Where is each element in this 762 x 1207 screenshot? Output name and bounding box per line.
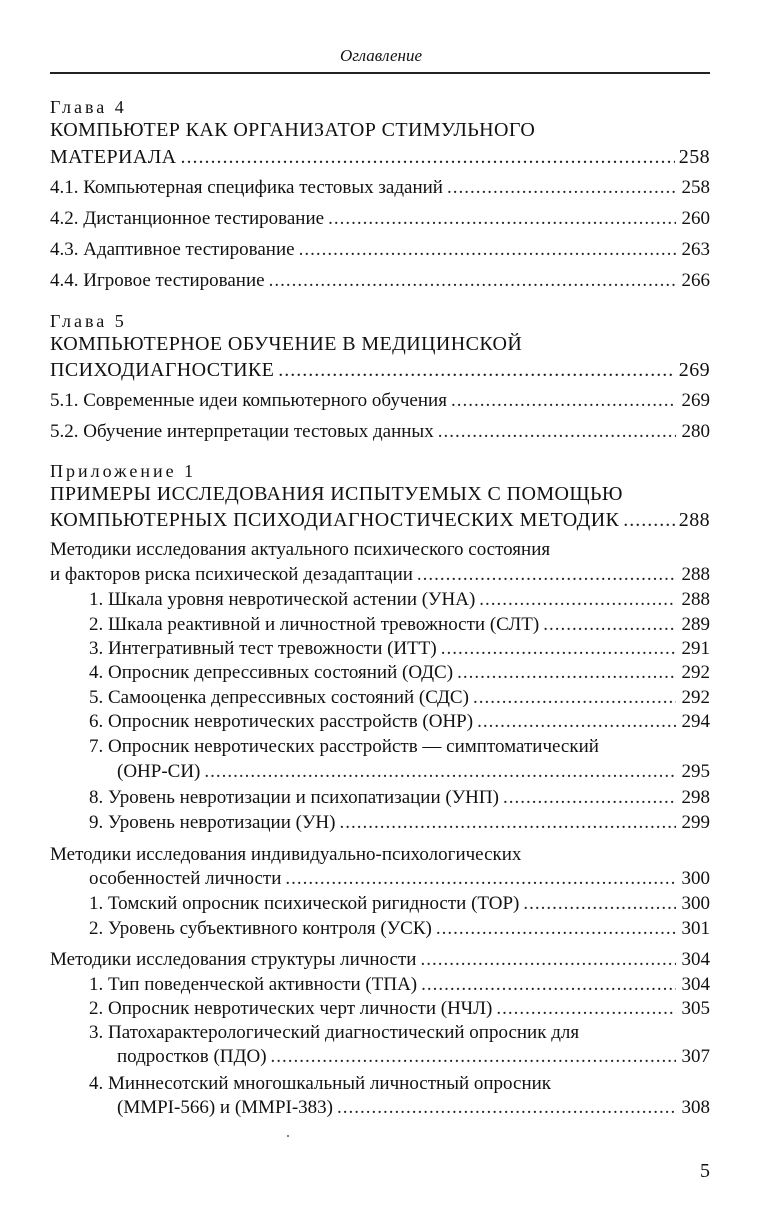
toc-entry-title: 5. Самооценка депрессивных состояний (СДС) [89, 687, 469, 708]
toc-entry-title: МАТЕРИАЛА [50, 146, 177, 168]
toc-entry-page: 292 [681, 662, 710, 683]
toc-entry [89, 867, 710, 891]
dot-leader [543, 613, 676, 637]
dot-leader [451, 389, 676, 413]
toc-entry-title: 1. Тип поведенческой активности (ТПА) [89, 974, 418, 995]
toc-entry-page: 289 [681, 614, 710, 635]
toc-entry-page: 258 [681, 177, 710, 198]
toc-entry [50, 332, 522, 356]
toc-entry-title: 5.1. Современные идеи компьютерного обучения [50, 390, 447, 411]
toc-entry [89, 1021, 579, 1045]
dot-leader [337, 1096, 676, 1120]
toc-entry-title: КОМПЬЮТЕРНЫХ ПСИХОДИАГНОСТИЧЕСКИХ МЕТОДИК [50, 509, 620, 531]
toc-entry [89, 917, 710, 941]
toc-entry-page: 260 [681, 208, 710, 229]
dot-leader [496, 997, 676, 1021]
dot-leader [278, 358, 675, 382]
toc-entry [50, 238, 710, 262]
toc-entry [50, 95, 127, 119]
dot-leader [623, 508, 675, 532]
toc-entry [50, 420, 710, 444]
toc-entry-page: 269 [678, 359, 710, 381]
dot-leader [447, 176, 676, 200]
dot-leader [479, 588, 676, 612]
toc-entry [50, 207, 710, 231]
toc-entry-page: 263 [681, 239, 710, 260]
toc-entry [50, 843, 521, 867]
toc-entry-title: (MMPI-566) и (MMPI-383) [117, 1097, 333, 1118]
toc-entry-page: 266 [681, 270, 710, 291]
toc-entry-title: 9. Уровень невротизации (УН) [89, 812, 336, 833]
dot-leader [421, 973, 676, 997]
dot-leader [441, 637, 676, 661]
toc-entry-title: 1. Шкала уровня невротической астении (УНА) [89, 589, 476, 610]
toc-entry [89, 973, 710, 997]
dot-leader [328, 207, 676, 231]
toc-entry [89, 735, 599, 759]
toc-entry [50, 563, 710, 587]
toc-entry-title: 4. Миннесотский многошкальный личностный опросник [89, 1073, 552, 1094]
dot-leader [523, 892, 676, 916]
dot-leader [473, 686, 676, 710]
toc-entry-page: 300 [681, 868, 710, 889]
toc-entry [50, 538, 550, 562]
toc-entry-title: 3. Интегративный тест тревожности (ИТТ) [89, 638, 437, 659]
toc-entry [50, 269, 710, 293]
toc-entry [89, 637, 710, 661]
toc-entry-title: 4. Опросник депрессивных состояний (ОДС) [89, 662, 454, 683]
running-header: Оглавление [339, 46, 423, 65]
toc-entry-title: 5.2. Обучение интерпретации тестовых данных [50, 421, 434, 442]
toc-entry-title: (ОНР-СИ) [117, 761, 201, 782]
toc-entry-page: 288 [681, 589, 710, 610]
toc-entry [89, 811, 710, 835]
toc-entry-page: 291 [681, 638, 710, 659]
toc-entry [50, 309, 127, 333]
toc-entry-page: 292 [681, 687, 710, 708]
dot-leader [438, 420, 676, 444]
toc-entry [50, 482, 623, 506]
toc-entry [89, 1072, 551, 1096]
toc-entry-title: 4.3. Адаптивное тестирование [50, 239, 295, 260]
dot-leader [477, 710, 676, 734]
toc-entry-page: 298 [681, 787, 710, 808]
toc-entry-title: Глава 4 [50, 97, 127, 117]
toc-entry-title: 4.1. Компьютерная специфика тестовых заданий [50, 177, 443, 198]
toc-entry [89, 661, 710, 685]
dot-leader [503, 786, 676, 810]
toc-entry-title: КОМПЬЮТЕРНОЕ ОБУЧЕНИЕ В МЕДИЦИНСКОЙ [50, 333, 523, 355]
dot-leader [271, 1045, 676, 1069]
toc-entry [50, 508, 710, 532]
dot-leader [204, 760, 676, 784]
dot-leader [285, 867, 676, 891]
toc-entry [50, 948, 710, 972]
toc-entry-page: 299 [681, 812, 710, 833]
toc-entry [89, 786, 710, 810]
toc-entry-title: 2. Шкала реактивной и личностной тревожности (СЛТ) [89, 614, 540, 635]
toc-entry-title: 2. Уровень субъективного контроля (УСК) [89, 918, 432, 939]
toc-entry [89, 588, 710, 612]
toc-entry-title: 6. Опросник невротических расстройств (ОНР) [89, 711, 474, 732]
toc-entry-title: Методики исследования актуального психического состояния [50, 539, 551, 560]
toc-entry-page: 280 [681, 421, 710, 442]
dot-leader [299, 238, 676, 262]
toc-entry [117, 760, 710, 784]
toc-entry-page: 300 [681, 893, 710, 914]
toc-entry-title: 3. Патохарактерологический диагностический опросник для [89, 1022, 580, 1043]
toc-entry-title: подростков (ПДО) [117, 1046, 267, 1067]
toc-entry [50, 145, 710, 169]
dot-leader [420, 948, 676, 972]
toc-entry-page: 288 [681, 564, 710, 585]
toc-entry [117, 1096, 710, 1120]
toc-entry [50, 176, 710, 200]
toc-entry-page: 304 [681, 949, 710, 970]
dot-leader [457, 661, 676, 685]
toc-entry-page: 258 [678, 146, 710, 168]
toc-entry [89, 892, 710, 916]
toc-entry [89, 710, 710, 734]
toc-entry-page: 307 [681, 1046, 710, 1067]
toc-entry-title: Приложение 1 [50, 461, 197, 481]
toc-entry-title: Глава 5 [50, 311, 127, 331]
dot-leader [339, 811, 676, 835]
toc-entry-title: особенностей личности [89, 868, 282, 889]
toc-entry-page: 294 [681, 711, 710, 732]
toc-entry-title: 7. Опросник невротических расстройств — симптоматический [89, 736, 599, 757]
header-rule [50, 72, 710, 74]
toc-entry [50, 459, 196, 483]
toc-entry-page: 269 [681, 390, 710, 411]
toc-entry-page: 305 [681, 998, 710, 1019]
toc-entry-page: 301 [681, 918, 710, 939]
toc-entry [89, 686, 710, 710]
toc-entry-page: 304 [681, 974, 710, 995]
toc-entry [50, 358, 710, 382]
toc-entry-page: 288 [678, 509, 710, 531]
toc-entry-title: ПРИМЕРЫ ИССЛЕДОВАНИЯ ИСПЫТУЕМЫХ С ПОМОЩЬЮ [50, 483, 623, 505]
page-number: 5 [700, 1160, 710, 1182]
print-speck [287, 1135, 289, 1137]
toc-entry [117, 1045, 710, 1069]
toc-entry-page: 308 [681, 1097, 710, 1118]
toc-entry-title: 4.4. Игровое тестирование [50, 270, 265, 291]
dot-leader [436, 917, 676, 941]
toc-entry-title: 1. Томский опросник психической ригидности (ТОР) [89, 893, 520, 914]
toc-entry-page: 295 [681, 761, 710, 782]
toc-entry-title: 8. Уровень невротизации и психопатизации (УНП) [89, 787, 499, 808]
toc-entry [89, 613, 710, 637]
dot-leader [417, 563, 676, 587]
toc-entry [50, 118, 535, 142]
dot-leader [181, 145, 675, 169]
toc-entry [50, 389, 710, 413]
toc-entry [89, 997, 710, 1021]
toc-entry-title: 2. Опросник невротических черт личности (НЧЛ) [89, 998, 493, 1019]
dot-leader [269, 269, 676, 293]
toc-entry-title: и факторов риска психической дезадаптации [50, 564, 413, 585]
toc-entry-title: Методики исследования структуры личности [50, 949, 417, 970]
toc-entry-title: 4.2. Дистанционное тестирование [50, 208, 325, 229]
toc-entry-title: КОМПЬЮТЕР КАК ОРГАНИЗАТОР СТИМУЛЬНОГО [50, 119, 536, 141]
toc-entry-title: ПСИХОДИАГНОСТИКЕ [50, 359, 275, 381]
toc-entry-title: Методики исследования индивидуально-психологических [50, 844, 522, 865]
